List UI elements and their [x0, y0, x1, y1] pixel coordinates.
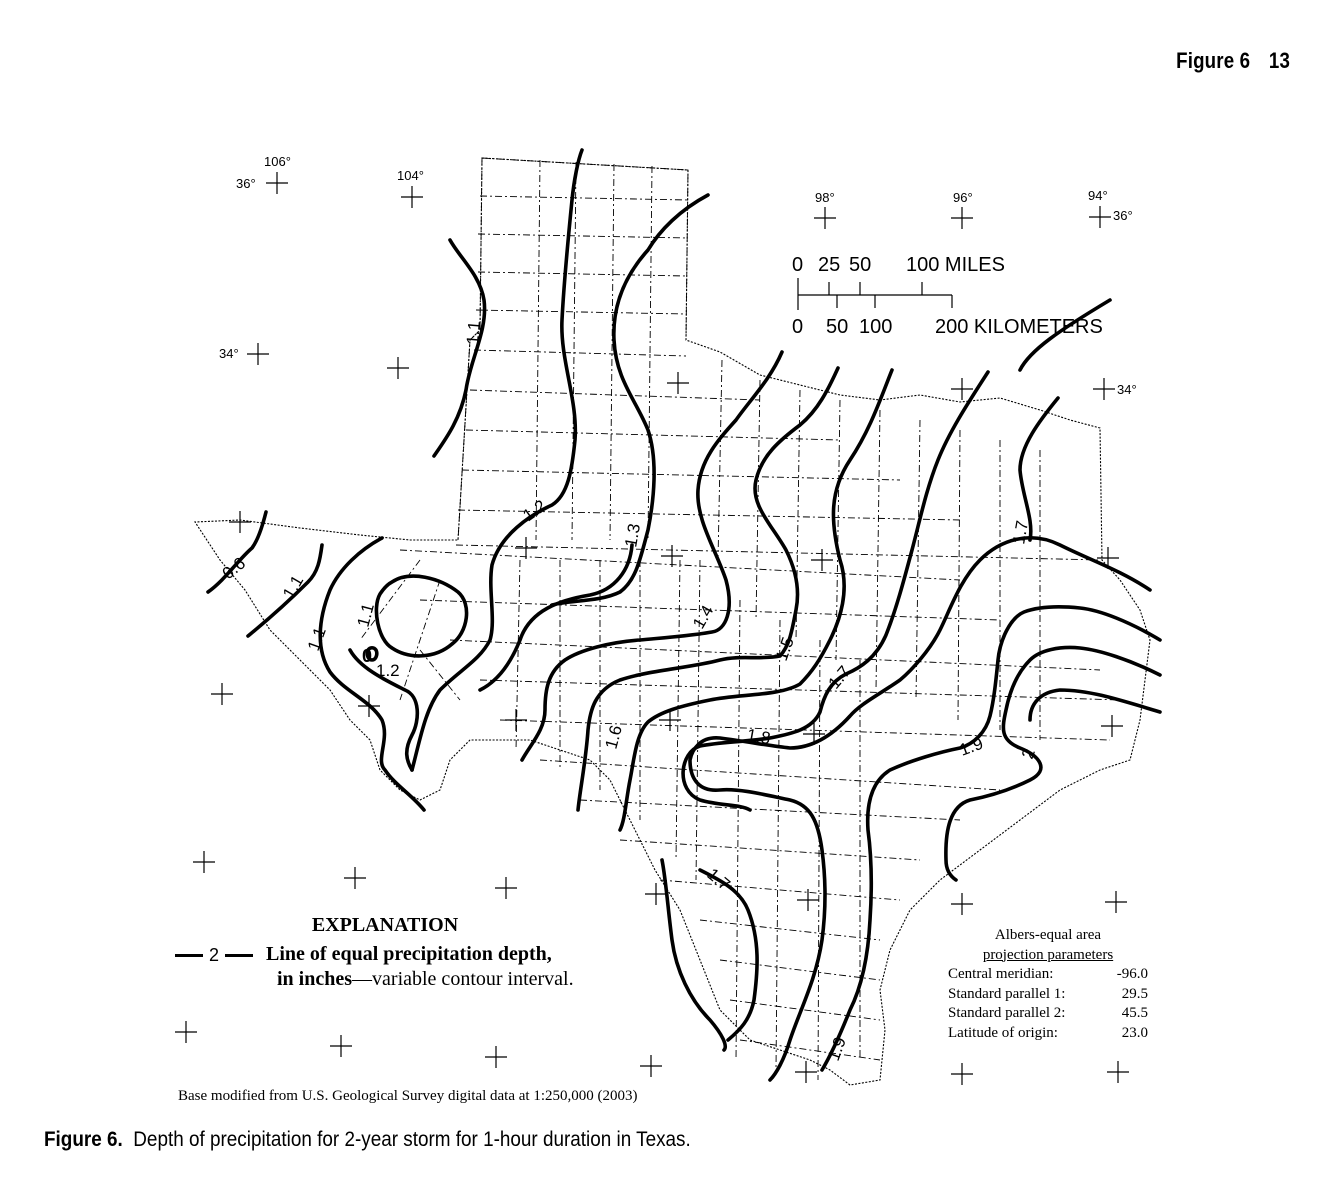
contour-label-1-7-b: 1.7: [1009, 519, 1033, 546]
graticule-cross: [951, 207, 973, 229]
projection-row-label: Standard parallel 2:: [948, 1005, 1066, 1021]
contour-label-low: 0: [362, 646, 373, 666]
figure-label: Figure 6: [1176, 48, 1251, 73]
contour-label-1-1-a: 1.1: [279, 572, 308, 602]
lon-label-104: 104°: [397, 168, 424, 183]
explanation-line-2: [277, 968, 615, 991]
lat-label-34-west: 34°: [219, 346, 239, 361]
legend-description-3: —variable contour interval.: [352, 968, 574, 990]
lon-label-106: 106°: [264, 154, 291, 169]
graticule-cross: [505, 709, 527, 731]
projection-row-value: 29.5: [1121, 985, 1148, 1002]
lat-label-36-west: 36°: [236, 176, 256, 191]
graticule-cross: [1107, 1061, 1129, 1083]
graticule-cross: [344, 867, 366, 889]
projection-row-label: Latitude of origin:: [948, 1024, 1058, 1041]
isoline-1-1-panhandle: [434, 240, 485, 456]
graticule-cross: [795, 1061, 817, 1083]
lat-label-36-east: 36°: [1113, 208, 1133, 223]
page-number: 13: [1268, 48, 1290, 73]
legend-line-left: [175, 954, 203, 957]
graticule-cross: [211, 683, 233, 705]
graticule-cross: [640, 1055, 662, 1077]
graticule-cross: [401, 186, 423, 208]
projection-row-value: -96.0: [1116, 966, 1148, 982]
scale-miles-50: 50: [849, 254, 872, 276]
graticule-cross: [951, 1063, 973, 1085]
projection-parameters: [948, 926, 1148, 1043]
isoline-1-7-northeast: [1020, 398, 1058, 540]
contour-label-1-2-a: 1.2: [376, 661, 400, 680]
projection-row: [948, 985, 1148, 1005]
projection-title-2: projection parameters: [982, 946, 1114, 963]
graticule-cross: [797, 889, 819, 911]
graticule-cross: [266, 172, 288, 194]
graticule-cross: [193, 851, 215, 873]
contour-label-0-6: 0.6: [218, 553, 250, 584]
contour-label-1-1-b: 1.1: [303, 624, 330, 654]
projection-row: [948, 1024, 1148, 1044]
contour-label-1-7-a: 1.7: [824, 662, 855, 693]
isoline-1-7-south-b: [700, 870, 757, 1040]
projection-row: [948, 1004, 1148, 1024]
contour-label-1-5: 1.5: [771, 634, 798, 664]
graticule-cross: [951, 893, 973, 915]
explanation-line-1: [175, 943, 615, 966]
isoline-2: [946, 648, 1160, 881]
contour-label-1-6: 1.6: [601, 723, 626, 752]
scale-miles-25: 25: [818, 254, 841, 276]
projection-row-value: 45.5: [1121, 1005, 1148, 1021]
graticule-cross: [495, 877, 517, 899]
scale-miles-100: 100 MILES: [906, 254, 1005, 276]
lon-label-98: 98°: [815, 190, 835, 205]
scale-km-50: 50: [826, 316, 849, 338]
isoline-1-4: [522, 352, 782, 760]
graticule-cross: [1105, 891, 1127, 913]
graticule-cross: [667, 372, 689, 394]
graticule-cross: [1101, 715, 1123, 737]
contour-label-1-9-b: 1.9: [823, 1034, 850, 1064]
graticule-cross: [951, 378, 973, 400]
projection-row-label: Central meridian:: [948, 966, 1054, 982]
isoline-1-1-loop: [376, 576, 466, 656]
projection-row-value: 23.0: [1121, 1024, 1148, 1041]
graticule-cross: [229, 511, 251, 533]
scale-km-200: 200 KILOMETERS: [935, 316, 1103, 338]
lon-label-94: 94°: [1088, 188, 1108, 203]
caption-text: Depth of precipitation for 2-year storm for 1-hour duration in Texas.: [133, 1128, 691, 1151]
scale-km-100: 100: [859, 316, 893, 338]
scale-miles-0: 0: [792, 254, 804, 276]
graticule-cross: [330, 1035, 352, 1057]
contour-label-1-4: 1.4: [689, 602, 718, 632]
contour-label-1-1-c: 1.1: [353, 601, 378, 630]
contour-label-1-1-d: 1.1: [463, 320, 485, 346]
scale-km-0: 0: [792, 316, 804, 338]
lon-label-96: 96°: [953, 190, 973, 205]
legend-sample-value: 2: [209, 944, 220, 965]
explanation-title: EXPLANATION: [311, 914, 459, 936]
graticule-cross: [485, 1046, 507, 1068]
graticule-cross: [247, 343, 269, 365]
legend-description-1: Line of equal precipitation depth,: [266, 943, 552, 965]
graticule-cross: [811, 549, 833, 571]
caption-label: Figure 6.: [44, 1128, 123, 1151]
projection-row: [948, 965, 1148, 985]
graticule-cross: [515, 537, 537, 559]
source-note: Base modified from U.S. Geological Survey digital data at 1:250,000 (2003): [178, 1088, 638, 1104]
contour-label-1-3: 1.3: [621, 522, 645, 549]
legend-description-2: in inches: [277, 968, 353, 990]
projection-row-label: Standard parallel 1:: [948, 985, 1066, 1002]
graticule-cross: [645, 883, 667, 905]
contour-label-1-8: 1.8: [745, 725, 772, 749]
graticule-cross: [1089, 206, 1111, 228]
graticule-cross: [814, 207, 836, 229]
contour-label-1-9-a: 1.9: [956, 733, 986, 760]
scale-bar: [792, 254, 1103, 338]
figure-caption: [44, 1128, 691, 1152]
graticule-cross: [387, 357, 409, 379]
contour-label-1-2-b: 1.2: [519, 496, 550, 526]
contour-label-2: 2: [1017, 745, 1039, 762]
legend-line-right: [225, 954, 253, 957]
isoline-0-6: [208, 512, 266, 592]
contour-label-1-7-c: 1.7: [703, 864, 734, 895]
lat-label-34-east: 34°: [1117, 382, 1137, 397]
projection-title-1: Albers-equal area: [994, 927, 1102, 943]
graticule-cross: [1093, 378, 1115, 400]
graticule-cross: [175, 1021, 197, 1043]
map-explanation: [175, 914, 615, 991]
